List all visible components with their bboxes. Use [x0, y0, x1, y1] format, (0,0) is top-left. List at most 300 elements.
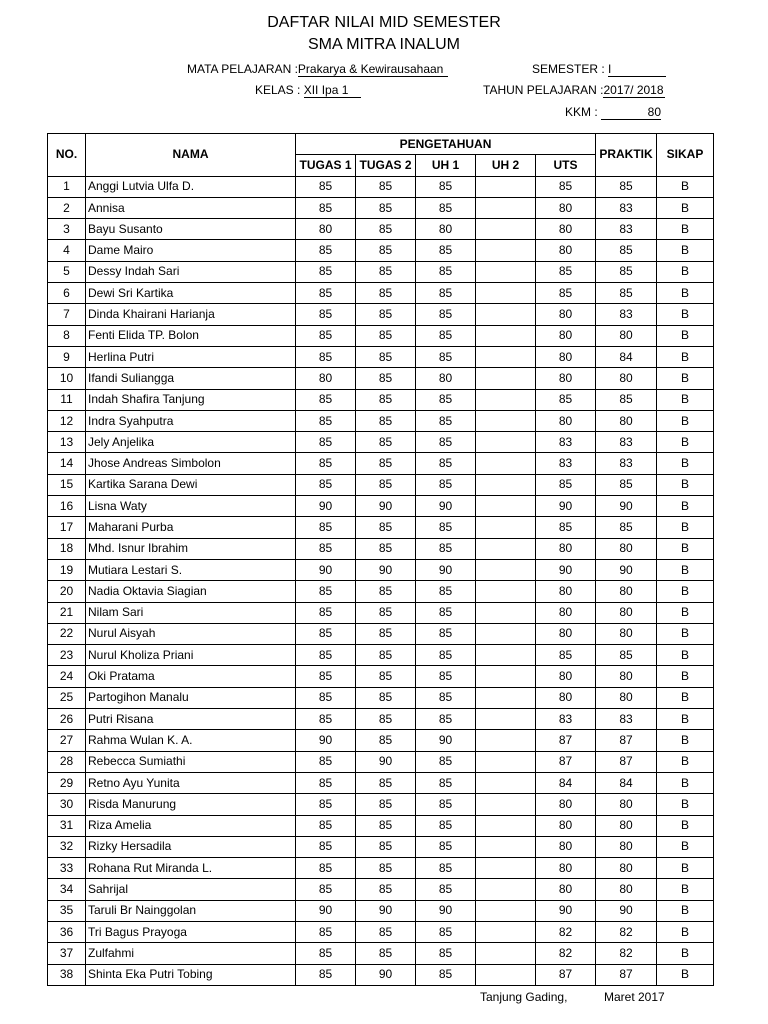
cell-uh1: 85	[416, 304, 476, 325]
cell-nama: Taruli Br Nainggolan	[86, 900, 296, 921]
cell-sikap: B	[657, 517, 714, 538]
cell-uh2	[476, 559, 536, 580]
cell-no: 15	[48, 474, 86, 495]
cell-praktik: 82	[596, 921, 657, 942]
cell-uh2	[476, 474, 536, 495]
cell-tugas1: 85	[296, 581, 356, 602]
cell-tugas1: 85	[296, 474, 356, 495]
cell-tugas1: 85	[296, 666, 356, 687]
class-value: XII Ipa 1	[304, 83, 361, 98]
cell-nama: Maharani Purba	[86, 517, 296, 538]
cell-tugas2: 85	[356, 858, 416, 879]
cell-sikap: B	[657, 346, 714, 367]
cell-uh2	[476, 410, 536, 431]
cell-no: 23	[48, 645, 86, 666]
table-row	[48, 581, 714, 602]
cell-tugas1: 85	[296, 304, 356, 325]
cell-tugas1: 85	[296, 432, 356, 453]
cell-nama: Lisna Waty	[86, 496, 296, 517]
cell-sikap: B	[657, 240, 714, 261]
cell-sikap: B	[657, 751, 714, 772]
cell-uts: 80	[536, 219, 596, 240]
cell-tugas2: 85	[356, 325, 416, 346]
cell-uts: 80	[536, 240, 596, 261]
cell-praktik: 85	[596, 261, 657, 282]
cell-no: 14	[48, 453, 86, 474]
cell-uh2	[476, 538, 536, 559]
cell-no: 5	[48, 261, 86, 282]
cell-nama: Anggi Lutvia Ulfa D.	[86, 176, 296, 197]
cell-tugas2: 85	[356, 581, 416, 602]
cell-tugas1: 90	[296, 559, 356, 580]
cell-uh1: 90	[416, 559, 476, 580]
cell-uts: 90	[536, 559, 596, 580]
cell-uh2	[476, 368, 536, 389]
year-line	[483, 83, 665, 98]
cell-tugas1: 85	[296, 645, 356, 666]
cell-nama: Rohana Rut Miranda L.	[86, 858, 296, 879]
cell-uts: 80	[536, 538, 596, 559]
cell-sikap: B	[657, 730, 714, 751]
cell-no: 18	[48, 538, 86, 559]
cell-uts: 80	[536, 858, 596, 879]
header-uh1: UH 1	[416, 155, 476, 176]
cell-uh2	[476, 836, 536, 857]
cell-nama: Mhd. Isnur Ibrahim	[86, 538, 296, 559]
cell-tugas1: 85	[296, 410, 356, 431]
cell-uh1: 85	[416, 687, 476, 708]
cell-nama: Indra Syahputra	[86, 410, 296, 431]
cell-nama: Retno Ayu Yunita	[86, 772, 296, 793]
cell-uts: 80	[536, 836, 596, 857]
cell-uh1: 80	[416, 368, 476, 389]
cell-praktik: 80	[596, 368, 657, 389]
cell-praktik: 85	[596, 389, 657, 410]
cell-praktik: 85	[596, 517, 657, 538]
footer-place: Tanjung Gading,	[480, 990, 568, 1004]
cell-uh2	[476, 240, 536, 261]
cell-uts: 80	[536, 687, 596, 708]
kkm-line	[565, 105, 661, 120]
cell-tugas1: 85	[296, 709, 356, 730]
cell-sikap: B	[657, 602, 714, 623]
cell-tugas2: 85	[356, 602, 416, 623]
cell-nama: Rizky Hersadila	[86, 836, 296, 857]
cell-uts: 82	[536, 921, 596, 942]
cell-uts: 87	[536, 751, 596, 772]
cell-praktik: 85	[596, 176, 657, 197]
table-row	[48, 815, 714, 836]
cell-uh2	[476, 751, 536, 772]
cell-uts: 83	[536, 709, 596, 730]
table-row	[48, 730, 714, 751]
cell-tugas1: 90	[296, 496, 356, 517]
cell-tugas2: 85	[356, 538, 416, 559]
cell-no: 34	[48, 879, 86, 900]
cell-nama: Dinda Khairani Harianja	[86, 304, 296, 325]
cell-uh2	[476, 176, 536, 197]
cell-uh2	[476, 815, 536, 836]
table-row	[48, 176, 714, 197]
cell-praktik: 84	[596, 346, 657, 367]
cell-uh1: 85	[416, 346, 476, 367]
footer-date: Maret 2017	[604, 990, 665, 1004]
cell-uh1: 85	[416, 921, 476, 942]
table-row	[48, 772, 714, 793]
cell-praktik: 80	[596, 858, 657, 879]
cell-uh1: 85	[416, 836, 476, 857]
cell-uh1: 85	[416, 325, 476, 346]
cell-tugas2: 85	[356, 879, 416, 900]
cell-no: 24	[48, 666, 86, 687]
cell-no: 10	[48, 368, 86, 389]
header-pengetahuan: PENGETAHUAN	[296, 134, 596, 155]
cell-uts: 80	[536, 815, 596, 836]
cell-uh1: 85	[416, 772, 476, 793]
cell-uh2	[476, 432, 536, 453]
cell-tugas1: 85	[296, 772, 356, 793]
table-row	[48, 368, 714, 389]
cell-tugas1: 85	[296, 176, 356, 197]
cell-uh1: 85	[416, 389, 476, 410]
cell-tugas1: 85	[296, 261, 356, 282]
cell-nama: Jhose Andreas Simbolon	[86, 453, 296, 474]
year-value: 2017/ 2018	[603, 83, 664, 97]
cell-nama: Zulfahmi	[86, 943, 296, 964]
cell-sikap: B	[657, 943, 714, 964]
cell-nama: Dame Mairo	[86, 240, 296, 261]
grades-table	[47, 133, 714, 986]
cell-nama: Rahma Wulan K. A.	[86, 730, 296, 751]
cell-uh1: 85	[416, 794, 476, 815]
cell-uh2	[476, 325, 536, 346]
cell-sikap: B	[657, 474, 714, 495]
table-row	[48, 325, 714, 346]
cell-sikap: B	[657, 900, 714, 921]
table-row	[48, 346, 714, 367]
cell-tugas2: 85	[356, 346, 416, 367]
cell-tugas1: 90	[296, 900, 356, 921]
table-row	[48, 453, 714, 474]
cell-tugas1: 85	[296, 197, 356, 218]
header-sikap: SIKAP	[657, 134, 714, 177]
cell-uh1: 85	[416, 751, 476, 772]
cell-praktik: 90	[596, 900, 657, 921]
table-row	[48, 879, 714, 900]
cell-uh1: 85	[416, 410, 476, 431]
cell-nama: Dewi Sri Kartika	[86, 283, 296, 304]
cell-nama: Nadia Oktavia Siagian	[86, 581, 296, 602]
cell-sikap: B	[657, 645, 714, 666]
cell-uh2	[476, 346, 536, 367]
cell-tugas2: 85	[356, 815, 416, 836]
table-row	[48, 517, 714, 538]
cell-sikap: B	[657, 879, 714, 900]
table-row	[48, 900, 714, 921]
cell-no: 36	[48, 921, 86, 942]
cell-praktik: 87	[596, 730, 657, 751]
cell-sikap: B	[657, 453, 714, 474]
cell-uh1: 85	[416, 517, 476, 538]
cell-uh1: 85	[416, 666, 476, 687]
cell-tugas1: 85	[296, 815, 356, 836]
subject-line	[187, 62, 448, 77]
cell-no: 30	[48, 794, 86, 815]
cell-no: 12	[48, 410, 86, 431]
cell-nama: Fenti Elida TP. Bolon	[86, 325, 296, 346]
cell-tugas1: 85	[296, 283, 356, 304]
cell-no: 37	[48, 943, 86, 964]
cell-tugas1: 85	[296, 517, 356, 538]
cell-uts: 82	[536, 943, 596, 964]
cell-no: 32	[48, 836, 86, 857]
cell-uh2	[476, 943, 536, 964]
cell-uh1: 85	[416, 602, 476, 623]
cell-uh1: 85	[416, 943, 476, 964]
cell-tugas1: 90	[296, 730, 356, 751]
cell-nama: Shinta Eka Putri Tobing	[86, 964, 296, 985]
cell-tugas2: 85	[356, 517, 416, 538]
cell-uh1: 85	[416, 283, 476, 304]
cell-no: 26	[48, 709, 86, 730]
cell-tugas2: 85	[356, 197, 416, 218]
cell-praktik: 80	[596, 325, 657, 346]
cell-nama: Nurul Kholiza Priani	[86, 645, 296, 666]
subject-label: MATA PELAJARAN :	[187, 62, 298, 76]
cell-uh2	[476, 219, 536, 240]
table-row	[48, 964, 714, 985]
cell-praktik: 85	[596, 645, 657, 666]
cell-uh1: 85	[416, 709, 476, 730]
cell-tugas1: 85	[296, 921, 356, 942]
table-row	[48, 496, 714, 517]
cell-sikap: B	[657, 432, 714, 453]
cell-tugas2: 90	[356, 900, 416, 921]
cell-praktik: 83	[596, 453, 657, 474]
semester-label: SEMESTER :	[532, 62, 605, 76]
cell-uts: 84	[536, 772, 596, 793]
cell-praktik: 80	[596, 602, 657, 623]
cell-praktik: 83	[596, 197, 657, 218]
cell-uh1: 85	[416, 964, 476, 985]
cell-nama: Partogihon Manalu	[86, 687, 296, 708]
header-uh2: UH 2	[476, 155, 536, 176]
cell-no: 1	[48, 176, 86, 197]
table-row	[48, 240, 714, 261]
cell-nama: Mutiara Lestari S.	[86, 559, 296, 580]
table-row	[48, 197, 714, 218]
cell-no: 17	[48, 517, 86, 538]
cell-uts: 80	[536, 666, 596, 687]
cell-uh2	[476, 197, 536, 218]
cell-uh2	[476, 921, 536, 942]
cell-sikap: B	[657, 581, 714, 602]
cell-praktik: 80	[596, 666, 657, 687]
cell-uh2	[476, 709, 536, 730]
cell-sikap: B	[657, 559, 714, 580]
cell-praktik: 84	[596, 772, 657, 793]
cell-uts: 80	[536, 623, 596, 644]
cell-tugas2: 90	[356, 964, 416, 985]
table-row	[48, 389, 714, 410]
cell-no: 3	[48, 219, 86, 240]
cell-praktik: 87	[596, 751, 657, 772]
cell-nama: Jely Anjelika	[86, 432, 296, 453]
cell-tugas2: 85	[356, 730, 416, 751]
cell-praktik: 83	[596, 304, 657, 325]
cell-uts: 80	[536, 346, 596, 367]
header-uts: UTS	[536, 155, 596, 176]
cell-tugas2: 90	[356, 559, 416, 580]
cell-nama: Nilam Sari	[86, 602, 296, 623]
cell-tugas2: 85	[356, 453, 416, 474]
cell-tugas1: 85	[296, 325, 356, 346]
cell-uh1: 85	[416, 474, 476, 495]
cell-no: 13	[48, 432, 86, 453]
cell-uh2	[476, 687, 536, 708]
cell-sikap: B	[657, 219, 714, 240]
table-row	[48, 410, 714, 431]
cell-praktik: 85	[596, 240, 657, 261]
cell-praktik: 85	[596, 283, 657, 304]
class-label: KELAS :	[255, 83, 301, 97]
cell-praktik: 83	[596, 709, 657, 730]
cell-uts: 83	[536, 432, 596, 453]
cell-uh2	[476, 858, 536, 879]
cell-tugas2: 85	[356, 474, 416, 495]
table-row	[48, 623, 714, 644]
cell-no: 22	[48, 623, 86, 644]
cell-uh2	[476, 623, 536, 644]
cell-tugas2: 85	[356, 261, 416, 282]
cell-sikap: B	[657, 772, 714, 793]
cell-uts: 80	[536, 197, 596, 218]
cell-sikap: B	[657, 538, 714, 559]
cell-uts: 87	[536, 964, 596, 985]
cell-tugas2: 85	[356, 921, 416, 942]
cell-tugas2: 85	[356, 283, 416, 304]
cell-uh1: 85	[416, 432, 476, 453]
cell-tugas1: 80	[296, 368, 356, 389]
cell-tugas1: 85	[296, 858, 356, 879]
cell-tugas1: 85	[296, 964, 356, 985]
cell-nama: Tri Bagus Prayoga	[86, 921, 296, 942]
cell-no: 19	[48, 559, 86, 580]
cell-no: 29	[48, 772, 86, 793]
cell-sikap: B	[657, 197, 714, 218]
cell-nama: Sahrijal	[86, 879, 296, 900]
cell-uts: 85	[536, 283, 596, 304]
cell-tugas1: 85	[296, 687, 356, 708]
cell-uh1: 85	[416, 623, 476, 644]
cell-sikap: B	[657, 176, 714, 197]
cell-no: 7	[48, 304, 86, 325]
kkm-label: KKM :	[565, 105, 598, 119]
cell-uh1: 85	[416, 815, 476, 836]
table-row	[48, 538, 714, 559]
cell-no: 27	[48, 730, 86, 751]
semester-line	[532, 62, 666, 77]
cell-uts: 80	[536, 879, 596, 900]
cell-uh2	[476, 581, 536, 602]
cell-uh2	[476, 261, 536, 282]
cell-no: 25	[48, 687, 86, 708]
cell-uh2	[476, 304, 536, 325]
table-row	[48, 687, 714, 708]
cell-praktik: 80	[596, 879, 657, 900]
cell-praktik: 83	[596, 432, 657, 453]
cell-uts: 83	[536, 453, 596, 474]
cell-tugas1: 85	[296, 538, 356, 559]
cell-uts: 87	[536, 730, 596, 751]
cell-sikap: B	[657, 921, 714, 942]
cell-praktik: 85	[596, 474, 657, 495]
table-row	[48, 858, 714, 879]
cell-praktik: 87	[596, 964, 657, 985]
cell-tugas2: 85	[356, 666, 416, 687]
cell-nama: Bayu Susanto	[86, 219, 296, 240]
kkm-value: 80	[601, 105, 661, 120]
header-nama: NAMA	[86, 134, 296, 177]
table-row	[48, 794, 714, 815]
cell-tugas1: 85	[296, 794, 356, 815]
cell-nama: Putri Risana	[86, 709, 296, 730]
cell-uh2	[476, 517, 536, 538]
cell-uh2	[476, 772, 536, 793]
cell-praktik: 80	[596, 815, 657, 836]
cell-tugas2: 85	[356, 432, 416, 453]
cell-praktik: 80	[596, 538, 657, 559]
table-row	[48, 304, 714, 325]
cell-tugas1: 85	[296, 943, 356, 964]
cell-tugas1: 85	[296, 389, 356, 410]
cell-praktik: 90	[596, 496, 657, 517]
cell-uh1: 85	[416, 538, 476, 559]
cell-uh1: 85	[416, 176, 476, 197]
cell-uh1: 85	[416, 879, 476, 900]
cell-uh2	[476, 879, 536, 900]
cell-sikap: B	[657, 304, 714, 325]
cell-uh1: 90	[416, 900, 476, 921]
grade-rows	[48, 176, 714, 985]
year-label: TAHUN PELAJARAN :	[483, 83, 604, 97]
cell-uh1: 85	[416, 453, 476, 474]
cell-tugas2: 85	[356, 687, 416, 708]
cell-no: 20	[48, 581, 86, 602]
cell-nama: Oki Pratama	[86, 666, 296, 687]
cell-uts: 85	[536, 261, 596, 282]
cell-no: 28	[48, 751, 86, 772]
cell-uh2	[476, 389, 536, 410]
cell-no: 38	[48, 964, 86, 985]
cell-sikap: B	[657, 709, 714, 730]
cell-tugas1: 85	[296, 346, 356, 367]
cell-uts: 85	[536, 645, 596, 666]
table-row	[48, 283, 714, 304]
cell-uh2	[476, 900, 536, 921]
header-praktik: PRAKTIK	[596, 134, 657, 177]
cell-sikap: B	[657, 858, 714, 879]
cell-sikap: B	[657, 410, 714, 431]
cell-uts: 80	[536, 794, 596, 815]
cell-sikap: B	[657, 623, 714, 644]
cell-no: 33	[48, 858, 86, 879]
cell-praktik: 80	[596, 836, 657, 857]
document-title: DAFTAR NILAI MID SEMESTER	[267, 14, 501, 31]
cell-tugas2: 90	[356, 496, 416, 517]
cell-uts: 85	[536, 389, 596, 410]
cell-uh2	[476, 453, 536, 474]
